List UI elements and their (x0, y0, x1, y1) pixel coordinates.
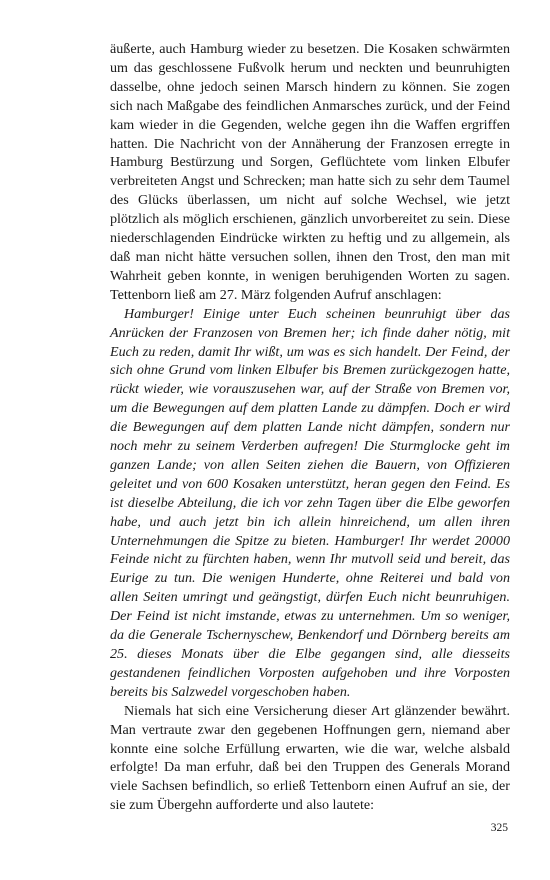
page-number: 325 (490, 822, 508, 834)
paragraph-narrative-1: äußerte, auch Hamburg wieder zu besetzen. Die Kosaken schwärmten um das geschlossene Fußvolk herum und neckten und beunruhigten dasselbe, ohne jedoch seinen Marsch hindern zu können. Sie zogen sich nach Maßgabe des feindlichen Anmarsches zurück, und der Feind kam wieder in die Gegenden, welche gegen ihn die Waffen ergriffen hatten. Die Nachricht von der Annäherung der Franzosen erregte in Hamburg Bestürzung und Sorgen, Geflüchtete vom linken Elbufer verbreiteten Angst und Schrecken; man hatte sich zu sehr dem Taumel des Glücks überlassen, um nicht auf solche Wechsel, wie jetzt plötzlich als möglich erschienen, gänzlich unvorbereitet zu sein. Diese niederschlagenden Eindrücke wirkten zu heftig und zu allgemein, als daß man nicht hätte versuchen sollen, ihnen den Trost, den man mit Wahrheit geben konnte, in wenigen beruhigenden Worten zu sagen. Tettenborn ließ am 27. März folgenden Aufruf anschlagen: (110, 41, 510, 303)
book-page-text (110, 40, 510, 815)
paragraph-narrative-2: Niemals hat sich eine Versicherung dieser Art glänzender bewährt. Man vertraute zwar den gegebenen Hoffnungen gern, niemand aber konnte eine solche Erfüllung erwarten, wie die war, welche alsbald erfolgte! Da man erfuhr, daß bei den Truppen des Generals Morand viele Sachsen befindlich, so erließ Tettenborn einen Aufruf an sie, der sie zum Übergehn aufforderte und also lautete: (110, 702, 510, 814)
paragraph-proclamation: Hamburger! Einige unter Euch scheinen beunruhigt über das Anrücken der Franzosen von Bremen her; ich finde daher nötig, mit Euch zu reden, damit Ihr wißt, um was es sich handelt. Der Feind, der sich ohne Grund vom linken Elbufer bis Bremen zurückgezogen hatte, rückt wieder, wie vorauszusehen war, auf der Straße von Bremen vor, um die Bewegungen auf dem platten Lande zu dämpfen. Doch er wird die Bewegungen auf dem platten Lande nicht dämpfen, sondern nur noch mehr zu seinem Verderben aufregen! Die Sturmglocke geht im ganzen Lande; von allen Seiten ziehen die Bauern, von Offizieren geleitet und von 600 Kosaken unterstützt, heran gegen den Feind. Es ist dieselbe Abteilung, die ich vor zehn Tagen über die Elbe geworfen habe, und auch jetzt bin ich allein hinreichend, um allen ihren Unternehmungen die Spitze zu bieten. Hamburger! Ihr werdet 20000 Feinde nicht zu fürchten haben, wenn Ihr mutvoll seid und bereit, das Eurige zu tun. Die wenigen Hunderte, ohne Reiterei und bald von allen Seiten umringt und geängstigt, dürfen Euch nicht beunruhigen. Der Feind ist nicht imstande, etwas zu unternehmen. Um so weniger, da die Generale Tschernyschew, Benkendorf und Dörnberg bereits am 25. dieses Monats über die Elbe gegangen sind, alle diesseits gestandenen feindlichen Vorposten aufgehoben und ihre Vorposten bereits bis Salzwedel vorgeschoben haben. (110, 305, 510, 700)
